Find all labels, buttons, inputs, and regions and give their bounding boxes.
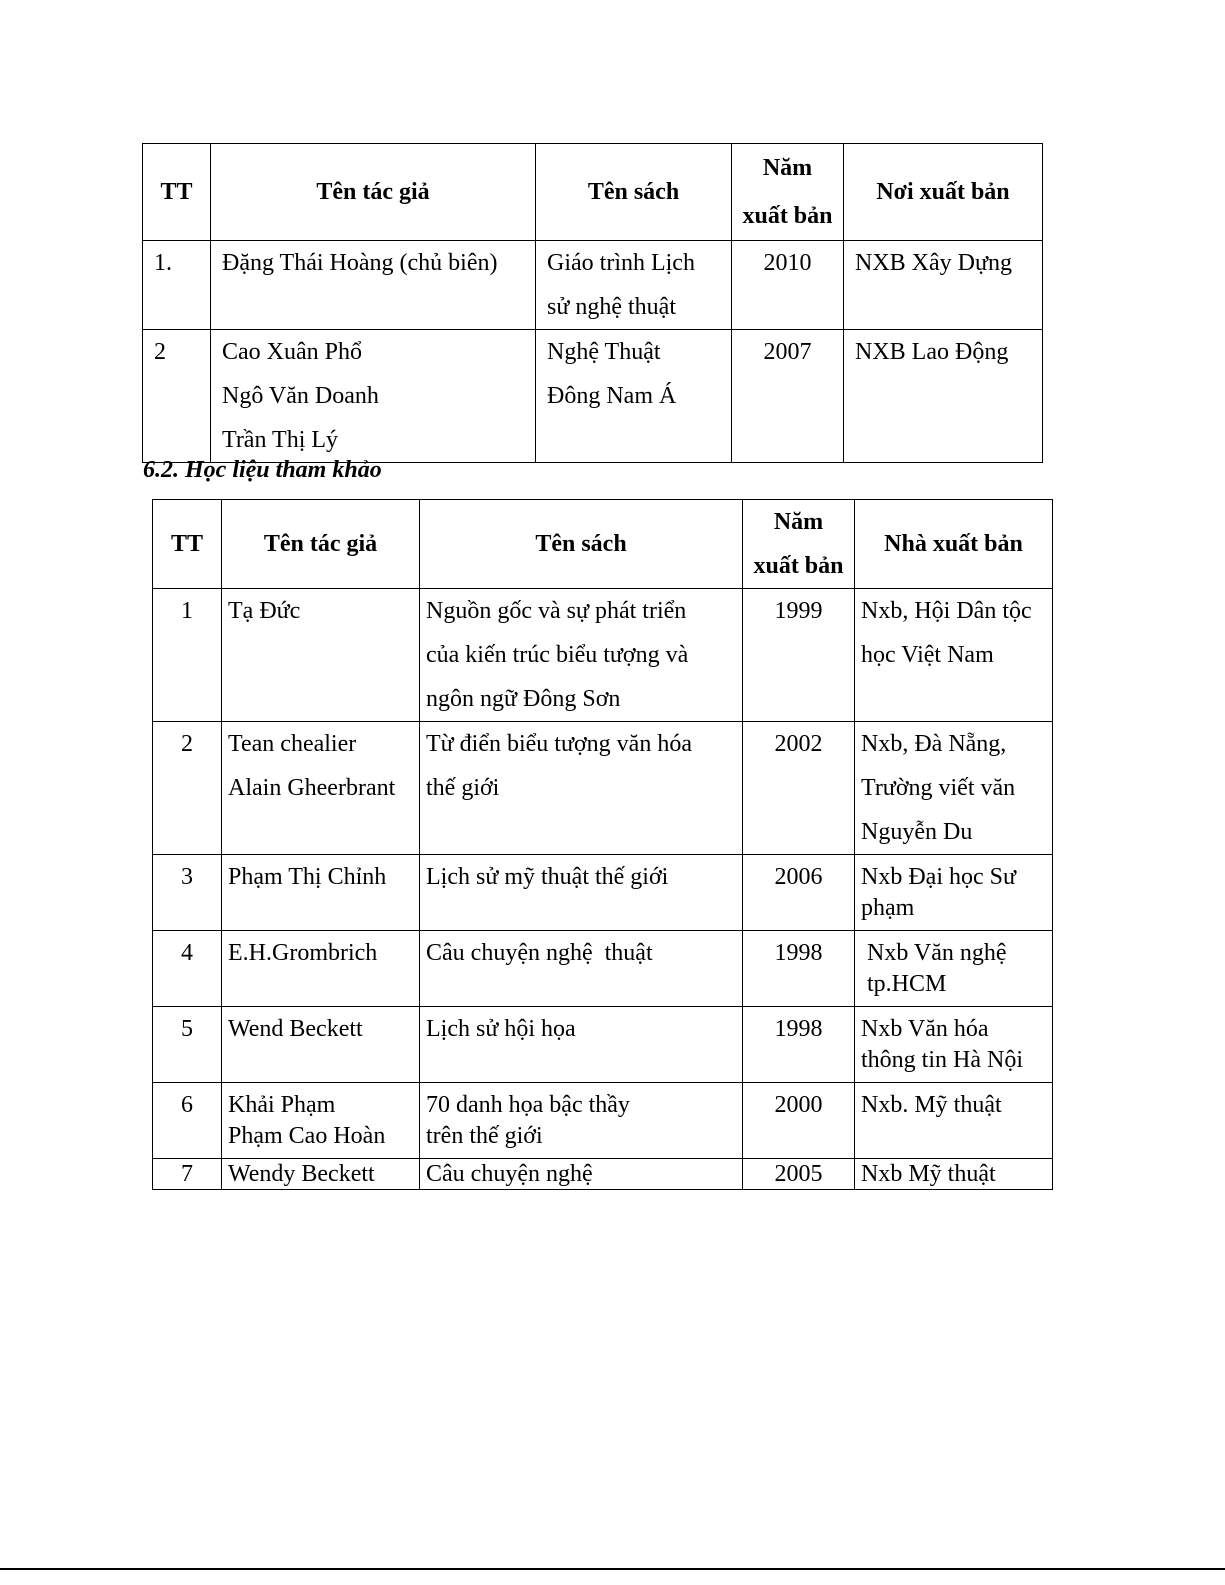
cell-title bbox=[420, 931, 743, 1007]
title-line: Câu chuyện nghệ thuật bbox=[426, 940, 653, 966]
section-heading: 6.2. Học liệu tham khảo bbox=[143, 457, 382, 483]
publisher-line: tp.HCM bbox=[861, 971, 947, 997]
author-line: Phạm Thị Chỉnh bbox=[228, 864, 387, 890]
header-publisher: Nơi xuất bản bbox=[844, 144, 1043, 241]
cell-publisher bbox=[855, 1083, 1053, 1159]
table-row bbox=[153, 1083, 1053, 1159]
table-row bbox=[153, 855, 1053, 931]
cell-author bbox=[211, 330, 536, 463]
cell-publisher bbox=[855, 855, 1053, 931]
cell-tt: 1 bbox=[153, 589, 222, 722]
header-year-line2: xuất bản bbox=[753, 553, 844, 579]
publisher-line: phạm bbox=[861, 895, 915, 921]
cell-title bbox=[420, 855, 743, 931]
header-author: Tên tác giả bbox=[211, 144, 536, 241]
table-row bbox=[153, 1159, 1053, 1190]
cell-title bbox=[420, 589, 743, 722]
title-line: ngôn ngữ Đông Sơn bbox=[426, 686, 621, 712]
header-year-line1: Năm bbox=[762, 155, 813, 181]
table-row bbox=[143, 241, 1043, 330]
cell-tt: 2 bbox=[153, 722, 222, 855]
author-line: Ngô Văn Doanh bbox=[222, 383, 379, 409]
title-line: Câu chuyện nghệ bbox=[426, 1161, 593, 1187]
publisher-line: Nxb, Hội Dân tộc bbox=[861, 598, 1032, 624]
cell-title bbox=[420, 1007, 743, 1083]
cell-title bbox=[420, 1083, 743, 1159]
publisher-line: Nxb, Đà Nẵng, bbox=[861, 731, 1007, 757]
author-line: Cao Xuân Phổ bbox=[222, 339, 362, 365]
cell-year: 2002 bbox=[743, 722, 855, 855]
title-line: Lịch sử mỹ thuật thế giới bbox=[426, 864, 669, 890]
author-line: Phạm Cao Hoàn bbox=[228, 1123, 386, 1149]
cell-title bbox=[536, 330, 732, 463]
header-publisher: Nhà xuất bản bbox=[855, 500, 1053, 589]
author-line: Đặng Thái Hoàng (chủ biên) bbox=[222, 250, 498, 276]
table-header-row bbox=[153, 500, 1053, 589]
cell-year: 1998 bbox=[743, 931, 855, 1007]
publisher-line: Nxb Văn nghệ bbox=[861, 940, 1007, 966]
author-line: Wend Beckett bbox=[228, 1016, 363, 1042]
author-line: E.H.Grombrich bbox=[228, 940, 378, 966]
table-row bbox=[143, 330, 1043, 463]
publisher-line: thông tin Hà Nội bbox=[861, 1047, 1023, 1073]
header-year-line2: xuất bản bbox=[742, 203, 833, 229]
main-textbooks-table bbox=[142, 143, 1043, 463]
cell-tt: 4 bbox=[153, 931, 222, 1007]
title-line: Nguồn gốc và sự phát triển bbox=[426, 598, 687, 624]
header-tt: TT bbox=[143, 144, 211, 241]
title-line: 70 danh họa bậc thầy bbox=[426, 1092, 630, 1118]
title-line: Giáo trình Lịch bbox=[547, 250, 695, 276]
cell-year: 2007 bbox=[732, 330, 844, 463]
cell-author bbox=[222, 589, 420, 722]
cell-year: 2005 bbox=[743, 1159, 855, 1190]
title-line: Lịch sử hội họa bbox=[426, 1016, 576, 1042]
cell-tt: 6 bbox=[153, 1083, 222, 1159]
table-row bbox=[153, 722, 1053, 855]
cell-tt: 2 bbox=[143, 330, 211, 463]
cell-publisher bbox=[855, 1007, 1053, 1083]
cell-tt: 3 bbox=[153, 855, 222, 931]
cell-year: 2000 bbox=[743, 1083, 855, 1159]
cell-year: 2006 bbox=[743, 855, 855, 931]
publisher-line: Nxb Đại học Sư bbox=[861, 864, 1016, 890]
publisher-line: NXB Lao Động bbox=[855, 339, 1009, 365]
cell-tt: 1. bbox=[143, 241, 211, 330]
cell-author bbox=[222, 722, 420, 855]
publisher-line: NXB Xây Dựng bbox=[855, 250, 1012, 276]
cell-year: 2010 bbox=[732, 241, 844, 330]
cell-title bbox=[420, 722, 743, 855]
table-row bbox=[153, 1007, 1053, 1083]
cell-title bbox=[536, 241, 732, 330]
cell-publisher bbox=[855, 1159, 1053, 1190]
cell-title bbox=[420, 1159, 743, 1190]
author-line: Trần Thị Lý bbox=[222, 427, 339, 453]
page-bottom-divider bbox=[0, 1568, 1225, 1570]
author-line: Tạ Đức bbox=[228, 598, 301, 624]
author-line: Tean chealier bbox=[228, 731, 357, 757]
publisher-line: Nxb Mỹ thuật bbox=[861, 1161, 996, 1187]
publisher-line: Nguyễn Du bbox=[861, 819, 973, 845]
title-line: Đông Nam Á bbox=[547, 383, 677, 409]
author-line: Khải Phạm bbox=[228, 1092, 336, 1118]
table-row bbox=[153, 931, 1053, 1007]
publisher-line: Trường viết văn bbox=[861, 775, 1016, 801]
cell-author bbox=[222, 931, 420, 1007]
header-title: Tên sách bbox=[536, 144, 732, 241]
cell-author bbox=[211, 241, 536, 330]
title-line: thế giới bbox=[426, 775, 500, 801]
cell-author bbox=[222, 1007, 420, 1083]
header-year bbox=[732, 144, 844, 241]
cell-author bbox=[222, 1083, 420, 1159]
title-line: sử nghệ thuật bbox=[547, 294, 676, 320]
author-line: Alain Gheerbrant bbox=[228, 775, 396, 801]
cell-author bbox=[222, 855, 420, 931]
publisher-line: Nxb. Mỹ thuật bbox=[861, 1092, 1002, 1118]
header-tt: TT bbox=[153, 500, 222, 589]
title-line: trên thế giới bbox=[426, 1123, 543, 1149]
cell-publisher bbox=[855, 931, 1053, 1007]
cell-year: 1999 bbox=[743, 589, 855, 722]
cell-publisher bbox=[844, 330, 1043, 463]
header-author: Tên tác giả bbox=[222, 500, 420, 589]
publisher-line: học Việt Nam bbox=[861, 642, 994, 668]
title-line: của kiến trúc biểu tượng và bbox=[426, 642, 689, 668]
cell-publisher bbox=[855, 589, 1053, 722]
cell-tt: 5 bbox=[153, 1007, 222, 1083]
cell-publisher bbox=[844, 241, 1043, 330]
title-line: Từ điển biểu tượng văn hóa bbox=[426, 731, 692, 757]
publisher-line: Nxb Văn hóa bbox=[861, 1016, 989, 1042]
title-line: Nghệ Thuật bbox=[547, 339, 661, 365]
cell-tt: 7 bbox=[153, 1159, 222, 1190]
author-line: Wendy Beckett bbox=[228, 1161, 375, 1187]
header-year bbox=[743, 500, 855, 589]
table-header-row bbox=[143, 144, 1043, 241]
cell-year: 1998 bbox=[743, 1007, 855, 1083]
header-year-line1: Năm bbox=[773, 509, 824, 535]
table-row bbox=[153, 589, 1053, 722]
header-title: Tên sách bbox=[420, 500, 743, 589]
cell-author bbox=[222, 1159, 420, 1190]
cell-publisher bbox=[855, 722, 1053, 855]
reference-materials-table bbox=[152, 499, 1053, 1190]
